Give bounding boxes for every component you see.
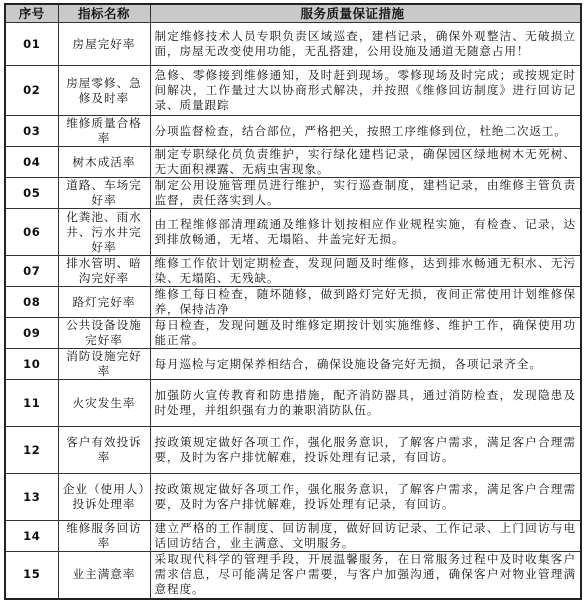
row-measure: 每日检查，发现问题及时维修定期按计划实施维修、维护工作，确保使用功能正常。 xyxy=(150,318,581,349)
row-index: 11 xyxy=(5,380,58,427)
table-row xyxy=(5,178,581,209)
row-measure: 按政策规定做好各项工作，强化服务意识，了解客户需求，满足客户合理需要，及时为客户排忧解难，投诉处理有记录，有回访。 xyxy=(150,427,581,474)
row-indicator-name: 业主满意率 xyxy=(58,552,150,599)
row-indicator-name: 火灾发生率 xyxy=(58,380,150,427)
table-header xyxy=(5,4,581,23)
row-index: 04 xyxy=(5,147,58,178)
row-indicator-name: 维修服务回访率 xyxy=(58,521,150,552)
row-measure: 按政策规定做好各项工作，强化服务意识，了解客户需求，满足客户合理需要，及时为客户排忧解难，投诉处理有记录，有回访。 xyxy=(150,474,581,521)
row-index: 01 xyxy=(5,23,58,66)
table-row xyxy=(5,23,581,66)
row-indicator-name: 维修质量合格率 xyxy=(58,116,150,147)
row-indicator-name: 排水管明、暗沟完好率 xyxy=(58,256,150,287)
table-row xyxy=(5,521,581,552)
row-indicator-name: 客户有效投诉率 xyxy=(58,427,150,474)
row-index: 14 xyxy=(5,521,58,552)
table-row xyxy=(5,349,581,380)
row-index: 07 xyxy=(5,256,58,287)
row-indicator-name: 企业（使用人）投诉处理率 xyxy=(58,474,150,521)
table-row xyxy=(5,287,581,318)
table-row xyxy=(5,66,581,116)
row-index: 12 xyxy=(5,427,58,474)
row-measure: 每月巡检与定期保养相结合，确保设施设备完好无损，各项记录齐全。 xyxy=(150,349,581,380)
document-page xyxy=(4,3,580,597)
row-measure: 制定公用设施管理员进行维护，实行巡查制度，建档记录，由维修主管负责监督，责任落实到人。 xyxy=(150,178,581,209)
table-row xyxy=(5,209,581,256)
row-index: 05 xyxy=(5,178,58,209)
table-row xyxy=(5,427,581,474)
row-indicator-name: 树木成活率 xyxy=(58,147,150,178)
table-row xyxy=(5,380,581,427)
row-measure: 分项监督检查，结合部位，严格把关，按照工序维修到位，杜绝二次返工。 xyxy=(150,116,581,147)
table-body xyxy=(5,23,581,599)
table-row xyxy=(5,474,581,521)
row-measure: 建立严格的工作制度、回访制度，做好回访记录、工作记录、上门回访与电话回访结合，业主满意、文明服务。 xyxy=(150,521,581,552)
row-indicator-name: 房屋完好率 xyxy=(58,23,150,66)
table-row xyxy=(5,147,581,178)
row-measure: 维修工作依计划定期检查，发现问题及时维修，达到排水畅通无积水、无污染、无塌陷、无残缺。 xyxy=(150,256,581,287)
row-index: 13 xyxy=(5,474,58,521)
row-measure: 维修工每日检查，随坏随修，做到路灯完好无损，夜间正常使用计划维修保养，保持洁净 xyxy=(150,287,581,318)
table-row xyxy=(5,318,581,349)
row-index: 15 xyxy=(5,552,58,599)
row-measure: 加强防火宣传教育和防患措施，配齐消防器具，通过消防检查，发现隐患及时处理，并组织强有力的兼职消防队伍。 xyxy=(150,380,581,427)
row-indicator-name: 化粪池、雨水井、污水井完好率 xyxy=(58,209,150,256)
service-quality-table xyxy=(4,3,582,600)
row-index: 08 xyxy=(5,287,58,318)
row-measure: 制定维修技术人员专职负责区域巡查，建档记录，确保外观整洁、无破损立面，房屋无改变使用功能，无乱搭建，公用设施及通道无随意占用！ xyxy=(150,23,581,66)
header-indicator-name: 指标名称 xyxy=(58,4,150,23)
row-measure: 采取现代科学的管理手段，开展温馨服务，在日常服务过程中及时收集客户需求信息，尽可能满足客户需要，与客户加强沟通，确保客户对物业管理满意程度。 xyxy=(150,552,581,599)
header-measures: 服务质量保证措施 xyxy=(150,4,581,23)
row-index: 10 xyxy=(5,349,58,380)
row-measure: 由工程维修部清理疏通及维修计划按相应作业规程实施，有检查、记录，达到排放畅通，无堵、无塌陷、井盖完好无损。 xyxy=(150,209,581,256)
row-measure: 急修、零修接到维修通知，及时赶到现场。零修现场及时完成；或按规定时间解决，工作量过大以协商形式解决，并按照《维修回访制度》进行回访记录、质量跟踪 xyxy=(150,66,581,116)
row-indicator-name: 路灯完好率 xyxy=(58,287,150,318)
row-index: 03 xyxy=(5,116,58,147)
row-indicator-name: 房屋零修、急修及时率 xyxy=(58,66,150,116)
header-row xyxy=(5,4,581,23)
header-index: 序号 xyxy=(5,4,58,23)
table-row xyxy=(5,256,581,287)
table-row xyxy=(5,116,581,147)
row-index: 02 xyxy=(5,66,58,116)
row-indicator-name: 公共设备设施完好率 xyxy=(58,318,150,349)
row-measure: 制定专职绿化员负责维护，实行绿化建档记录，确保园区绿地树木无死树、无大面积裸露、无病虫害现象。 xyxy=(150,147,581,178)
row-indicator-name: 消防设施完好率 xyxy=(58,349,150,380)
table-row xyxy=(5,552,581,599)
row-index: 06 xyxy=(5,209,58,256)
row-index: 09 xyxy=(5,318,58,349)
row-indicator-name: 道路、车场完好率 xyxy=(58,178,150,209)
